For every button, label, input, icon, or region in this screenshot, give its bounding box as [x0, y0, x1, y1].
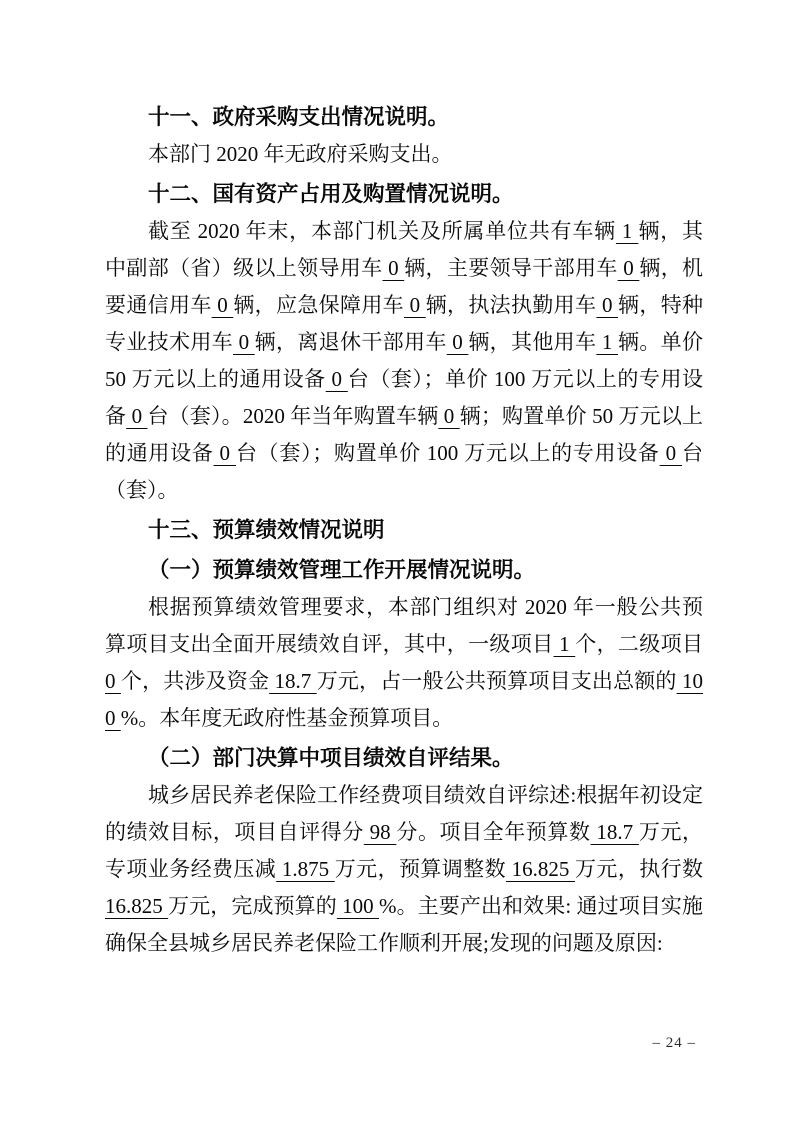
- underlined-value: 0: [382, 256, 405, 280]
- text-segment: 辆，其中副部（省）级以上领导用车: [105, 219, 704, 280]
- text-segment: 万元，专项业务经费压减: [105, 820, 704, 881]
- underlined-value: 0: [233, 330, 255, 354]
- text-segment: 台（套）。: [105, 441, 704, 502]
- section-heading: 十一、政府采购支出情况说明。: [148, 105, 450, 129]
- text-segment: 万元，完成预算的: [168, 894, 337, 918]
- underlined-value: 0: [438, 404, 460, 428]
- page-number: – 24 –: [652, 1035, 696, 1051]
- text-segment: 万元，预算调整数: [334, 857, 506, 881]
- section-heading: 十二、国有资产占用及购置情况说明。: [148, 182, 514, 206]
- text-segment: 台（套）；购置单价 100 万元以上的专用设备: [235, 441, 660, 465]
- text-segment: 截至 2020 年末，本部门机关及所属单位共有车辆: [148, 219, 616, 243]
- text-segment: 辆，执法执勤用车: [425, 293, 597, 317]
- underlined-value: 1: [553, 632, 576, 656]
- text-segment: %。主要产出和效果: 通过项目实施确保全县城乡居民养老保险工作顺利开展;发现的问题及原因:: [105, 894, 704, 955]
- text-segment: %。本年度无政府性基金预算项目。: [120, 706, 454, 730]
- underlined-value: 0: [325, 367, 348, 391]
- underlined-value: 98: [363, 820, 397, 844]
- section-heading: （二）部门决算中项目绩效自评结果。: [148, 746, 514, 770]
- underlined-value: 16.825: [505, 857, 576, 881]
- underlined-value: 18.7: [590, 820, 639, 844]
- text-segment: 辆，应急保障用车: [233, 293, 405, 317]
- text-segment: 个，二级项目: [575, 632, 704, 656]
- underlined-value: 1: [615, 219, 639, 243]
- text-segment: 根据预算绩效管理要求，本部门组织对 2020 年一般公共预算项目支出全面开展绩效自评，其中，一级项目: [105, 595, 703, 656]
- text-segment: 辆，机要通信用车: [105, 256, 704, 317]
- text-segment: 台（套）。2020 年当年购置车辆: [147, 404, 439, 428]
- text-segment: 台（套）；单价 100 万元以上的专用设备: [105, 367, 704, 428]
- paragraph: [105, 213, 703, 509]
- underlined-value: 16.825: [105, 894, 169, 918]
- paragraph: [105, 777, 703, 962]
- text-segment: 本部门 2020 年无政府采购支出。: [148, 142, 453, 166]
- text-segment: 辆；购置单价 50 万元以上的通用设备: [105, 404, 704, 465]
- paragraph: [105, 136, 703, 173]
- text-segment: 辆，离退休干部用车: [254, 330, 447, 354]
- underlined-value: 0: [105, 669, 121, 693]
- text-segment: 辆，主要领导干部用车: [404, 256, 618, 280]
- text-segment: 城乡居民养老保险工作经费项目绩效自评综述:根据年初设定的绩效目标，项目自评得分: [105, 783, 703, 844]
- underlined-value: 100: [336, 894, 380, 918]
- underlined-value: 0: [126, 404, 148, 428]
- paragraph: [105, 589, 703, 737]
- underlined-value: 0: [596, 293, 619, 317]
- underlined-value: 0: [659, 441, 683, 465]
- text-segment: 辆，其他用车: [468, 330, 597, 354]
- text-segment: 万元，占一般公共预算项目支出总额的: [316, 669, 677, 693]
- text-segment: 辆，特种专业技术用车: [105, 293, 704, 354]
- underlined-value: 0: [617, 256, 640, 280]
- text-segment: 个，共涉及资金: [120, 669, 270, 693]
- underlined-value: 0: [446, 330, 469, 354]
- section-heading: 十三、预算绩效情况说明: [148, 518, 385, 542]
- underlined-value: 0: [213, 441, 236, 465]
- underlined-value: 1.875: [276, 857, 335, 881]
- document-body: [105, 96, 703, 962]
- underlined-value: 1: [596, 330, 619, 354]
- text-segment: 辆。单价 50 万元以上的通用设备: [105, 330, 704, 391]
- underlined-value: 18.7: [269, 669, 317, 693]
- text-segment: 万元，执行数: [575, 857, 704, 881]
- text-segment: 分。项目全年预算数: [396, 820, 591, 844]
- underlined-value: 0: [211, 293, 234, 317]
- underlined-value: 100: [105, 669, 704, 730]
- section-heading: （一）预算绩效管理工作开展情况说明。: [148, 558, 536, 582]
- underlined-value: 0: [404, 293, 426, 317]
